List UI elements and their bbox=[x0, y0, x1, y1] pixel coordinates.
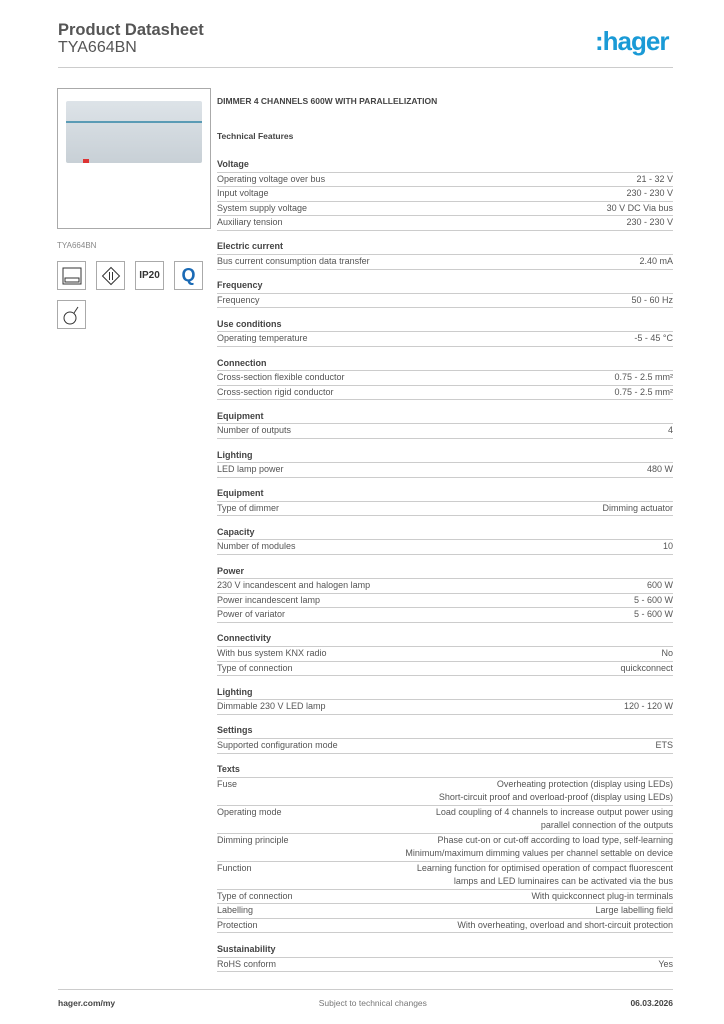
spec-row bbox=[217, 862, 673, 890]
spec-label: Dimmable 230 V LED lamp bbox=[217, 701, 326, 712]
spec-row bbox=[217, 594, 673, 609]
spec-section bbox=[217, 449, 673, 478]
spec-section bbox=[217, 158, 673, 231]
spec-row bbox=[217, 662, 673, 677]
header-divider bbox=[58, 67, 673, 68]
spec-value: Dimming actuator bbox=[602, 502, 673, 513]
spec-section bbox=[217, 526, 673, 555]
section-heading: Power bbox=[217, 565, 673, 580]
spec-section bbox=[217, 763, 673, 933]
spec-row bbox=[217, 890, 673, 905]
spec-section bbox=[217, 357, 673, 401]
spec-value: 120 - 120 W bbox=[623, 701, 673, 712]
spec-label: Type of connection bbox=[217, 890, 293, 901]
spec-row bbox=[217, 700, 673, 715]
spec-value: 21 - 32 V bbox=[636, 173, 673, 184]
quickconnect-icon: Q bbox=[174, 261, 203, 290]
section-heading: Connection bbox=[217, 357, 673, 372]
spec-label: Cross-section rigid conductor bbox=[217, 386, 334, 397]
spec-row bbox=[217, 216, 673, 231]
page-title: Product Datasheet bbox=[58, 21, 204, 39]
spec-row bbox=[217, 834, 673, 862]
spec-label: Type of dimmer bbox=[217, 502, 280, 513]
spec-value: 30 V DC Via bus bbox=[606, 202, 673, 213]
spec-row bbox=[217, 386, 673, 401]
spec-value: No bbox=[661, 648, 673, 659]
spec-section bbox=[217, 240, 673, 269]
spec-value: Yes bbox=[658, 958, 673, 969]
spec-label: Type of connection bbox=[217, 662, 293, 673]
footer bbox=[58, 998, 673, 1008]
section-heading: Frequency bbox=[217, 279, 673, 294]
datasheet-content bbox=[217, 96, 673, 982]
spec-label: Frequency bbox=[217, 294, 260, 305]
spec-row bbox=[217, 958, 673, 973]
section-heading: Settings bbox=[217, 724, 673, 739]
spec-value: Phase cut-on or cut-off according to load type, self-learning Minimum/maximum dimming values per channel settable on device bbox=[405, 834, 673, 859]
section-heading: Equipment bbox=[217, 410, 673, 425]
spec-label: Power incandescent lamp bbox=[217, 594, 321, 605]
display-screen-icon bbox=[57, 261, 86, 290]
spec-label: System supply voltage bbox=[217, 202, 308, 213]
product-image bbox=[57, 88, 211, 229]
footer-divider bbox=[58, 989, 673, 990]
certification-icons bbox=[57, 261, 217, 329]
spec-value: Learning function for optimised operation of compact fluorescent lamps and LED luminaires can be activated via the bus bbox=[416, 862, 673, 887]
spec-label: Operating mode bbox=[217, 806, 282, 817]
spec-row bbox=[217, 806, 673, 834]
spec-row bbox=[217, 294, 673, 309]
spec-value: Large labelling field bbox=[595, 905, 673, 916]
spec-label: Input voltage bbox=[217, 188, 269, 199]
spec-section bbox=[217, 410, 673, 439]
spec-value: 480 W bbox=[646, 464, 673, 475]
spec-label: Number of modules bbox=[217, 541, 296, 552]
section-heading: Texts bbox=[217, 763, 673, 778]
spec-row bbox=[217, 255, 673, 270]
spec-section bbox=[217, 686, 673, 715]
spec-value: Load coupling of 4 channels to increase output power using parallel connection of the outputs bbox=[435, 806, 673, 831]
product-description: DIMMER 4 CHANNELS 600W WITH PARALLELIZATION bbox=[217, 96, 438, 106]
spec-label: RoHS conform bbox=[217, 958, 277, 969]
spec-table bbox=[217, 158, 673, 972]
spec-value: 230 - 230 V bbox=[626, 217, 673, 228]
spec-value: With overheating, overload and short-circuit protection bbox=[457, 919, 673, 930]
spec-row bbox=[217, 739, 673, 754]
spec-value: ETS bbox=[655, 740, 673, 750]
spec-label: Supported configuration mode bbox=[217, 740, 338, 750]
spec-row bbox=[217, 540, 673, 555]
spec-value: 0.75 - 2.5 mm² bbox=[614, 372, 673, 383]
spec-value: With quickconnect plug-in terminals bbox=[531, 890, 673, 901]
spec-section bbox=[217, 565, 673, 623]
spec-label: Dimming principle bbox=[217, 834, 289, 845]
spec-value: 50 - 60 Hz bbox=[631, 294, 673, 305]
product-code: TYA664BN bbox=[58, 39, 137, 56]
spec-value: -5 - 45 °C bbox=[634, 333, 673, 344]
spec-section bbox=[217, 487, 673, 516]
footer-website[interactable]: hager.com/my bbox=[58, 998, 116, 1008]
spec-value: 2.40 mA bbox=[639, 256, 673, 267]
spec-row bbox=[217, 778, 673, 806]
spec-label: Power of variator bbox=[217, 609, 286, 620]
section-heading: Capacity bbox=[217, 526, 673, 541]
spec-row bbox=[217, 579, 673, 594]
spec-value: 0.75 - 2.5 mm² bbox=[614, 386, 673, 397]
spec-row bbox=[217, 202, 673, 217]
spec-label: 230 V incandescent and halogen lamp bbox=[217, 580, 371, 591]
spec-row bbox=[217, 647, 673, 662]
ip20-icon: IP20 bbox=[135, 261, 164, 290]
technical-features-heading: Technical Features bbox=[217, 131, 294, 141]
spec-value: 600 W bbox=[646, 580, 673, 591]
spec-label: Operating temperature bbox=[217, 333, 308, 344]
section-heading: Lighting bbox=[217, 686, 673, 701]
spec-section bbox=[217, 632, 673, 676]
spec-row bbox=[217, 502, 673, 517]
spec-row bbox=[217, 424, 673, 439]
spec-label: Bus current consumption data transfer bbox=[217, 256, 370, 267]
footer-note: Subject to technical changes bbox=[318, 998, 427, 1008]
section-heading: Voltage bbox=[217, 158, 673, 173]
section-heading: Use conditions bbox=[217, 318, 673, 333]
section-heading: Sustainability bbox=[217, 943, 673, 958]
spec-row bbox=[217, 173, 673, 188]
spec-label: Function bbox=[217, 862, 252, 873]
spec-value: 5 - 600 W bbox=[633, 594, 673, 605]
product-sidebar bbox=[57, 88, 212, 329]
spec-label: Cross-section flexible conductor bbox=[217, 372, 345, 383]
spec-row bbox=[217, 332, 673, 347]
padlock-cable-icon bbox=[57, 300, 86, 329]
spec-label: Labelling bbox=[217, 905, 254, 916]
spec-row bbox=[217, 919, 673, 934]
spec-section bbox=[217, 318, 673, 347]
section-heading: Equipment bbox=[217, 487, 673, 502]
section-heading: Connectivity bbox=[217, 632, 673, 647]
spec-section bbox=[217, 724, 673, 753]
section-heading: Electric current bbox=[217, 240, 673, 255]
spec-row bbox=[217, 608, 673, 623]
spec-value: quickconnect bbox=[620, 662, 673, 673]
spec-label: Operating voltage over bus bbox=[217, 173, 326, 184]
footer-date: 06.03.2026 bbox=[630, 998, 673, 1008]
spec-label: Protection bbox=[217, 919, 258, 930]
spec-row bbox=[217, 904, 673, 919]
image-caption: TYA664BN bbox=[57, 241, 97, 250]
spec-value: 10 bbox=[662, 541, 673, 552]
spec-section bbox=[217, 943, 673, 972]
spec-label: With bus system KNX radio bbox=[217, 648, 327, 659]
spec-row bbox=[217, 463, 673, 478]
spec-row bbox=[217, 371, 673, 386]
spec-value: 5 - 600 W bbox=[633, 609, 673, 620]
double-insulation-icon bbox=[96, 261, 125, 290]
spec-label: Auxiliary tension bbox=[217, 217, 283, 228]
spec-section bbox=[217, 279, 673, 308]
spec-label: Fuse bbox=[217, 778, 238, 789]
spec-value: 4 bbox=[667, 425, 673, 436]
spec-label: LED lamp power bbox=[217, 464, 284, 475]
spec-label: Number of outputs bbox=[217, 425, 292, 436]
hager-logo: :hager bbox=[595, 26, 669, 56]
section-heading: Lighting bbox=[217, 449, 673, 464]
spec-row bbox=[217, 187, 673, 202]
spec-value: Overheating protection (display using LEDs) Short-circuit proof and overload-proof (display using LEDs) bbox=[438, 778, 673, 803]
spec-value: 230 - 230 V bbox=[626, 188, 673, 199]
